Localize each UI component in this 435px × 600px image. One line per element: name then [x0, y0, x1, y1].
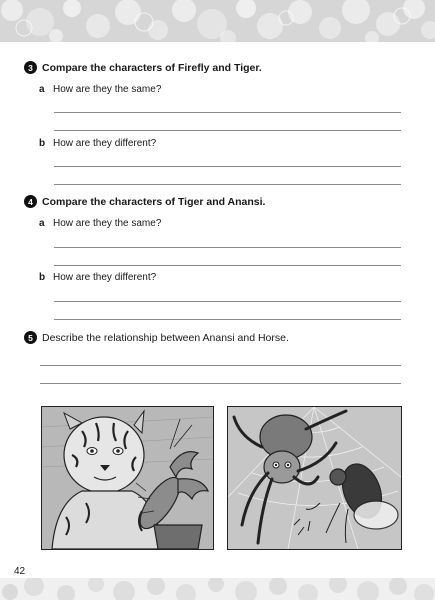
part-text: How are they different?: [53, 138, 157, 149]
tiger-illustration: [41, 406, 214, 550]
question-3a: [39, 84, 161, 95]
part-letter: a: [39, 218, 45, 229]
question-number-badge: 5: [24, 331, 37, 344]
bokeh-pattern-bottom: [0, 578, 435, 600]
answer-line[interactable]: [54, 319, 401, 320]
question-text: Describe the relationship between Anansi and Horse.: [42, 331, 289, 344]
page-number: 42: [14, 566, 26, 577]
bokeh-pattern-top: [0, 0, 435, 42]
tiger-icon: [42, 407, 213, 549]
answer-line[interactable]: [54, 184, 401, 185]
spider-icon: [228, 407, 401, 549]
question-number-badge: 3: [24, 61, 37, 74]
question-4b: [39, 272, 156, 283]
answer-line[interactable]: [54, 265, 401, 266]
part-letter: b: [39, 272, 46, 283]
question-number-badge: 4: [24, 195, 37, 208]
question-4a: [39, 218, 161, 229]
question-5: [24, 331, 289, 344]
question-3b: [39, 138, 156, 149]
answer-line[interactable]: [40, 365, 401, 366]
question-text: Compare the characters of Firefly and Tiger.: [42, 61, 262, 74]
answer-line[interactable]: [54, 130, 401, 131]
answer-line[interactable]: [54, 247, 401, 248]
part-text: How are they different?: [53, 272, 157, 283]
part-text: How are they the same?: [53, 84, 162, 95]
answer-line[interactable]: [40, 383, 401, 384]
answer-line[interactable]: [54, 112, 401, 113]
header-decorative-band: [0, 0, 435, 42]
footer-decorative-band: [0, 578, 435, 600]
question-3: [24, 61, 262, 74]
part-letter: b: [39, 138, 46, 149]
question-4: [24, 195, 265, 208]
question-text: Compare the characters of Tiger and Anansi.: [42, 195, 266, 208]
part-letter: a: [39, 84, 45, 95]
part-text: How are they the same?: [53, 218, 162, 229]
spider-fly-illustration: [227, 406, 402, 550]
answer-line[interactable]: [54, 301, 401, 302]
answer-line[interactable]: [54, 166, 401, 167]
